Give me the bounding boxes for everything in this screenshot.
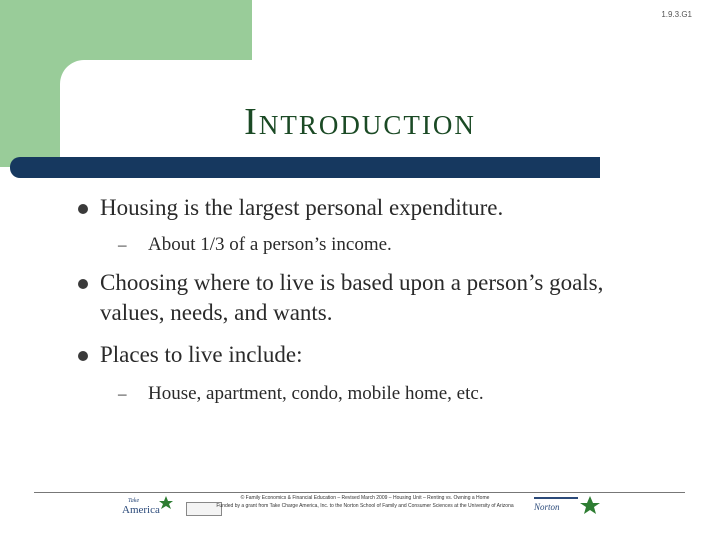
bullet-item [78,268,672,328]
sub-bullet-item [118,233,392,257]
bullet-item [78,340,672,370]
svg-text:Take: Take [128,498,140,504]
norton-school-logo [532,494,608,516]
dash-icon: – [118,235,127,254]
footer-line-1: © Family Economics & Financial Education – Revised March 2009 – Housing Unit – Renting vs. Owning a Home [240,495,490,501]
footer-line-2: Funded by a grant from Take Charge America, Inc. to the Norton School of Family and Consumer Sciences at the University of Arizona [216,503,514,509]
bullet-dot-icon [78,351,88,361]
svg-text:America: America [122,504,160,516]
bullet-dot-icon [78,204,88,214]
take-charge-america-logo [120,494,180,516]
bullet-text: Choosing where to live is based upon a person’s goals, values, needs, and wants. [100,270,604,325]
footer-text [200,494,530,510]
svg-text:Norton: Norton [534,502,560,512]
sub-bullet-text: House, apartment, condo, mobile home, etc. [148,383,484,404]
sub-bullet-item [118,382,484,406]
title-underline-bar [10,157,600,178]
dash-icon: – [118,384,127,403]
bullet-dot-icon [78,279,88,289]
bullet-item [78,193,672,223]
bullet-text: Places to live include: [100,342,303,367]
sub-bullet-text: About 1/3 of a person’s income. [148,234,392,255]
slide-code: 1.9.3.G1 [661,10,692,19]
footer-divider [34,492,685,493]
slide-title: Introduction [244,101,476,143]
bullet-text: Housing is the largest personal expenditure. [100,195,504,220]
